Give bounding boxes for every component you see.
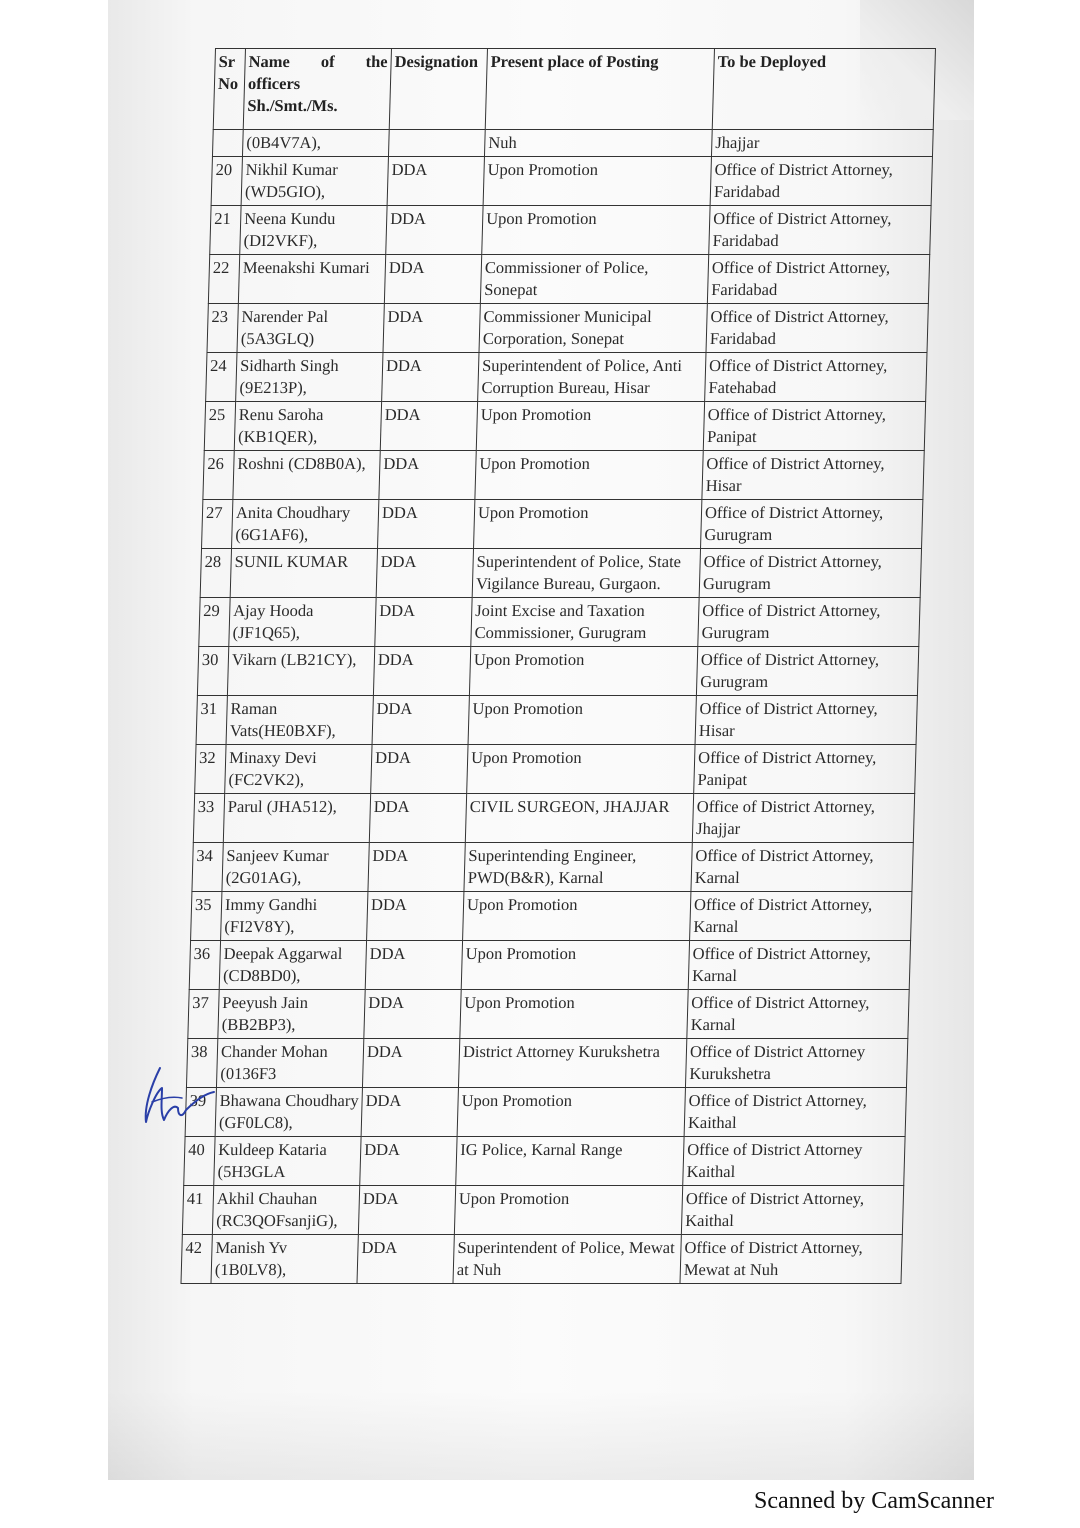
table-row [192, 843, 913, 892]
cell-to-be-deployed: Jhajjar [711, 130, 933, 157]
cell-to-be-deployed: Office of District Attorney, Jhajjar [692, 794, 914, 843]
header-row [213, 49, 935, 130]
officer-name: Chander Mohan [220, 1042, 329, 1061]
cell-to-be-deployed: Office of District Attorney, Kaithal [684, 1088, 906, 1137]
cell-designation: DDA [367, 892, 464, 941]
table-row [182, 1186, 903, 1235]
cell-name [214, 1137, 361, 1186]
officer-name: Immy Gandhi [224, 895, 318, 914]
cell-sr: 25 [204, 402, 235, 451]
cell-sr: 40 [184, 1137, 215, 1186]
cell-name [242, 130, 389, 157]
cell-to-be-deployed: Office of District Attorney, Hisar [702, 451, 924, 500]
cell-sr: 34 [192, 843, 223, 892]
cell-designation: DDA [380, 402, 477, 451]
cell-present-posting: Upon Promotion [469, 647, 697, 696]
table-row [184, 1137, 905, 1186]
cell-designation: DDA [358, 1186, 455, 1235]
table-row [204, 402, 925, 451]
cell-designation: DDA [379, 451, 476, 500]
cell-to-be-deployed: Office of District Attorney Kaithal [683, 1137, 905, 1186]
cell-sr: 39 [185, 1088, 216, 1137]
cell-present-posting: Upon Promotion [468, 696, 696, 745]
cell-present-posting: Upon Promotion [457, 1088, 685, 1137]
officer-name: Vikarn (LB21CY), [231, 650, 357, 669]
officer-id: (2G01AG), [225, 868, 302, 887]
cell-sr: 27 [202, 500, 233, 549]
officer-id: (KB1QER), [237, 427, 318, 446]
cell-name [241, 157, 388, 206]
cell-to-be-deployed: Office of District Attorney Kurukshetra [685, 1039, 907, 1088]
cell-to-be-deployed: Office of District Attorney, Karnal [687, 990, 909, 1039]
cell-present-posting: Upon Promotion [463, 892, 691, 941]
officer-id: (FC2VK2), [228, 770, 305, 789]
cell-name [236, 353, 383, 402]
cell-name [229, 598, 376, 647]
cell-name [218, 990, 365, 1039]
table-row [211, 157, 932, 206]
officer-name: Nikhil Kumar [245, 160, 338, 179]
table-row [196, 696, 917, 745]
header-name-word-3: the [365, 52, 388, 71]
cell-designation: DDA [386, 206, 483, 255]
cell-sr: 31 [196, 696, 227, 745]
cell-to-be-deployed: Office of District Attorney, Gurugram [696, 647, 918, 696]
cell-designation: DDA [371, 745, 468, 794]
cell-name [237, 304, 384, 353]
page-bottom-shadow [108, 1390, 974, 1480]
table-row [202, 500, 923, 549]
cell-sr: 30 [197, 647, 228, 696]
cell-designation: DDA [362, 1039, 459, 1088]
cell-designation: DDA [369, 794, 466, 843]
cell-designation: DDA [384, 255, 481, 304]
cell-name [223, 794, 370, 843]
table-row [193, 794, 914, 843]
cell-sr [212, 130, 243, 157]
cell-sr: 24 [206, 353, 237, 402]
table-row [186, 1039, 907, 1088]
cell-designation: DDA [365, 941, 462, 990]
cell-sr: 22 [208, 255, 239, 304]
cell-present-posting: IG Police, Karnal Range [456, 1137, 684, 1186]
cell-designation: DDA [375, 598, 472, 647]
cell-name [230, 549, 377, 598]
officer-name: Ajay Hooda [233, 601, 314, 620]
header-name-word-1: Name [248, 52, 291, 71]
cell-name [219, 941, 366, 990]
officer-name: Roshni (CD8B0A), [237, 454, 367, 473]
cell-to-be-deployed: Office of District Attorney, Gurugram [698, 598, 920, 647]
cell-present-posting: Upon Promotion [483, 157, 711, 206]
cell-sr: 33 [193, 794, 224, 843]
officer-name: Bhawana Choudhary (GF0LC8), [218, 1091, 359, 1132]
cell-present-posting: Nuh [484, 130, 712, 157]
cell-to-be-deployed: Office of District Attorney, Panipat [694, 745, 916, 794]
officer-name: Peeyush Jain [222, 993, 309, 1012]
cell-name [211, 1235, 358, 1284]
officer-name: Parul (JHA512), [227, 797, 338, 816]
header-name-line3: Sh./Smt./Ms. [247, 96, 338, 115]
table-row [208, 255, 929, 304]
cell-designation: DDA [378, 500, 475, 549]
officer-id: (DI2VKF), [243, 231, 318, 250]
header-present-posting: Present place of Posting [485, 49, 714, 130]
cell-designation: DDA [383, 304, 480, 353]
officer-name: Raman Vats(HE0BXF), [229, 699, 337, 740]
cell-name [212, 1186, 359, 1235]
officer-id: (BB2BP3), [221, 1015, 296, 1034]
cell-present-posting: Superintending Engineer, PWD(B&R), Karnal [464, 843, 692, 892]
table-row [199, 598, 920, 647]
cell-present-posting: Superintendent of Police, Mewat at Nuh [453, 1235, 681, 1284]
cell-to-be-deployed: Office of District Attorney, Faridabad [709, 206, 931, 255]
officer-name: Manish Yv [215, 1238, 288, 1257]
cell-present-posting: Upon Promotion [474, 500, 702, 549]
cell-name [232, 500, 379, 549]
cell-sr: 20 [211, 157, 242, 206]
cell-present-posting: Commissioner Municipal Corporation, Sonepat [479, 304, 707, 353]
cell-present-posting: Upon Promotion [482, 206, 710, 255]
table-row [189, 941, 910, 990]
officer-name: Neena Kundu [243, 209, 336, 228]
cell-present-posting: Superintendent of Police, State Vigilance Bureau, Gurgaon. [472, 549, 700, 598]
cell-designation: DDA [373, 647, 470, 696]
officer-name: Minaxy Devi [228, 748, 317, 767]
officer-id: (5H3GLA [217, 1162, 286, 1181]
officer-name: Kuldeep Kataria [217, 1140, 328, 1159]
cell-to-be-deployed: Office of District Attorney, Hisar [695, 696, 917, 745]
officer-name: Narender Pal [241, 307, 329, 326]
officer-id: (FI2V8Y), [224, 917, 295, 936]
cell-present-posting: Upon Promotion [467, 745, 695, 794]
posting-table [180, 48, 936, 1284]
cell-designation: DDA [364, 990, 461, 1039]
officer-name: Akhil Chauhan [216, 1189, 318, 1208]
officer-id: (CD8BD0), [222, 966, 301, 985]
cell-present-posting: Commissioner of Police, Sonepat [480, 255, 708, 304]
header-name-line1 [248, 51, 388, 73]
header-sr-line2: No [217, 74, 239, 93]
officer-id: (RC3QOFsanjiG), [215, 1211, 338, 1230]
cell-to-be-deployed: Office of District Attorney, Karnal [691, 843, 913, 892]
cell-designation: DDA [361, 1088, 458, 1137]
cell-present-posting: Upon Promotion [460, 990, 688, 1039]
cell-name [215, 1088, 362, 1137]
officer-id: (1B0LV8), [214, 1260, 287, 1279]
table-row [185, 1088, 906, 1137]
cell-name [226, 696, 373, 745]
officer-id: (6G1AF6), [235, 525, 309, 544]
cell-present-posting: CIVIL SURGEON, JHAJJAR [465, 794, 693, 843]
cell-sr: 29 [199, 598, 230, 647]
officer-name: Anita Choudhary [235, 503, 351, 522]
officer-id: (0B4V7A), [246, 133, 322, 152]
cell-to-be-deployed: Office of District Attorney, Karnal [690, 892, 912, 941]
cell-to-be-deployed: Office of District Attorney, Faridabad [706, 304, 928, 353]
cell-sr: 21 [210, 206, 241, 255]
header-sr-line1: Sr [218, 52, 236, 71]
officer-name: Sidharth Singh [239, 356, 339, 375]
table-row [207, 304, 928, 353]
cell-present-posting: Upon Promotion [461, 941, 689, 990]
cell-to-be-deployed: Office of District Attorney, Faridabad [710, 157, 932, 206]
cell-sr: 35 [191, 892, 222, 941]
cell-present-posting: Superintendent of Police, Anti Corruption Bureau, Hisar [478, 353, 706, 402]
cell-to-be-deployed: Office of District Attorney, Faridabad [707, 255, 929, 304]
cell-name [240, 206, 387, 255]
cell-sr: 32 [195, 745, 226, 794]
cell-to-be-deployed: Office of District Attorney, Fatehabad [705, 353, 927, 402]
cell-sr: 28 [200, 549, 231, 598]
cell-name [222, 843, 369, 892]
cell-to-be-deployed: Office of District Attorney, Panipat [703, 402, 925, 451]
cell-designation: DDA [387, 157, 484, 206]
cell-sr: 36 [189, 941, 220, 990]
table-row [203, 451, 924, 500]
officer-id: (JF1Q65), [232, 623, 301, 642]
cell-designation: DDA [382, 353, 479, 402]
cell-present-posting: Upon Promotion [454, 1186, 682, 1235]
table-row [197, 647, 918, 696]
header-to-be-deployed: To be Deployed [712, 49, 935, 130]
cell-sr: 37 [188, 990, 219, 1039]
header-sr-no [213, 49, 245, 130]
cell-to-be-deployed: Office of District Attorney, Kaithal [681, 1186, 903, 1235]
cell-sr: 26 [203, 451, 234, 500]
cell-designation: DDA [368, 843, 465, 892]
cell-name [234, 402, 381, 451]
cell-present-posting: Upon Promotion [476, 402, 704, 451]
scanner-footer: Scanned by CamScanner [754, 1488, 994, 1514]
cell-sr: 41 [182, 1186, 213, 1235]
cell-name [221, 892, 368, 941]
table-row [181, 1235, 902, 1284]
cell-name [238, 255, 385, 304]
officer-name: Sanjeev Kumar [226, 846, 329, 865]
cell-name [233, 451, 380, 500]
cell-name [225, 745, 372, 794]
officer-id: (5A3GLQ) [240, 329, 315, 348]
cell-present-posting: Joint Excise and Taxation Commissioner, Gurugram [471, 598, 699, 647]
cell-name [216, 1039, 363, 1088]
cell-to-be-deployed: Office of District Attorney, Gurugram [699, 549, 921, 598]
officer-id: (9E213P), [239, 378, 308, 397]
cell-designation: DDA [360, 1137, 457, 1186]
cell-to-be-deployed: Office of District Attorney, Mewat at Nuh [680, 1235, 902, 1284]
cell-name [227, 647, 374, 696]
table-row [212, 130, 933, 157]
table-row [210, 206, 931, 255]
cell-to-be-deployed: Office of District Attorney, Karnal [688, 941, 910, 990]
table-row [191, 892, 912, 941]
header-designation: Designation [389, 49, 487, 130]
table-row [206, 353, 927, 402]
cell-sr: 38 [186, 1039, 217, 1088]
cell-sr: 42 [181, 1235, 212, 1284]
officer-name: Deepak Aggarwal [223, 944, 343, 963]
cell-sr: 23 [207, 304, 238, 353]
officer-id: (0136F3 [220, 1064, 277, 1083]
officer-name: SUNIL KUMAR [234, 552, 349, 571]
header-name-word-2: of [320, 52, 335, 71]
cell-designation [388, 130, 485, 157]
table-row [200, 549, 921, 598]
header-name [243, 49, 391, 130]
officer-name: Renu Saroha [238, 405, 324, 424]
cell-present-posting: District Attorney Kurukshetra [458, 1039, 686, 1088]
officer-id: (WD5GIO), [244, 182, 326, 201]
table-row [188, 990, 909, 1039]
cell-to-be-deployed: Office of District Attorney, Gurugram [701, 500, 923, 549]
handwritten-signature [138, 1062, 218, 1132]
cell-designation: DDA [372, 696, 469, 745]
cell-designation: DDA [357, 1235, 454, 1284]
officer-name: Meenakshi Kumari [242, 258, 371, 277]
header-name-line2: officers [247, 74, 301, 93]
cell-designation: DDA [376, 549, 473, 598]
cell-present-posting: Upon Promotion [475, 451, 703, 500]
table-row [195, 745, 916, 794]
